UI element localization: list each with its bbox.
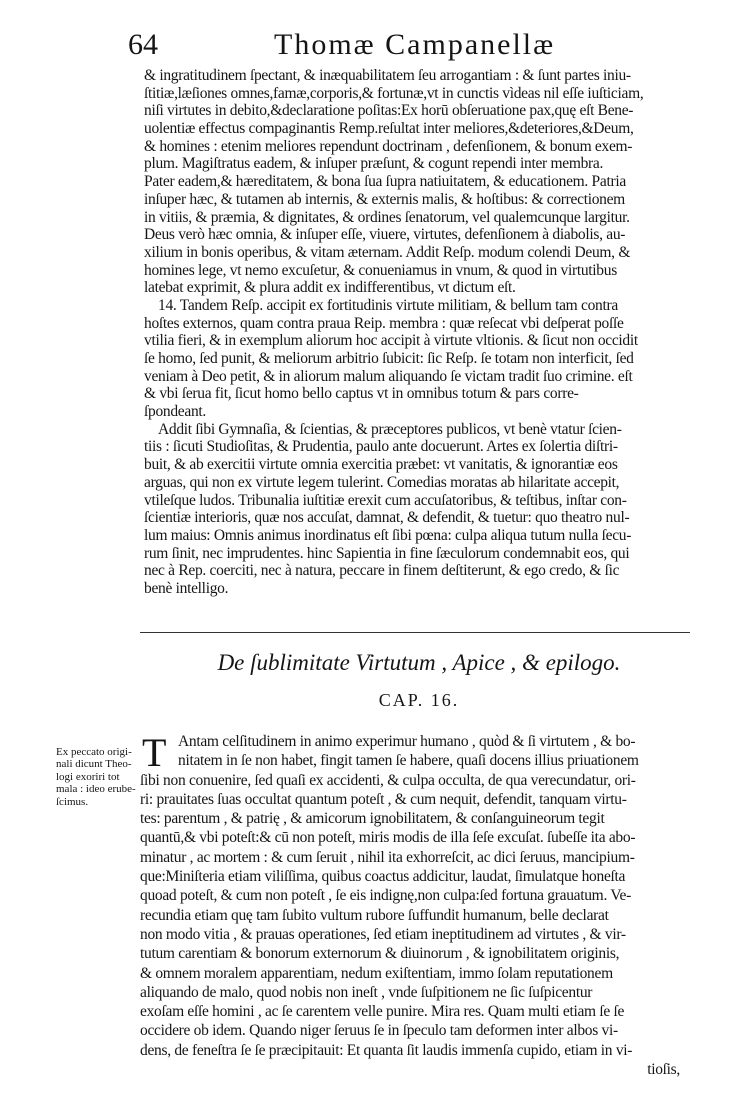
text-line: lum maius: Omnis animus inordinatus eſt ſibi pœna: culpa aliqua tutum nulla ſecu- <box>144 526 632 544</box>
margin-note-line: ſcimus. <box>56 795 89 808</box>
text-line: ſe homo, ſed punit, & meliorum arbitrio ſubicit: ſic Reſp. ſe totam non interficit, ſed <box>144 350 634 367</box>
text-line: vtilia fieri, & in exemplum aliorum hoc accipit à virtute vltionis. & ſicut non occidit <box>144 332 638 350</box>
text-line: xilium in bonis operibus, & vitam æternam. Addit Reſp. modum colendi Deum, & <box>144 243 631 261</box>
text-line: dens, de feneſtra ſe ſe præcipitauit: Et quanta ſit laudis immenſa cupido, etiam in vi- <box>140 1041 633 1059</box>
running-head: Thomæ Campanellæ <box>274 28 556 61</box>
text-line: ſcientiæ interioris, quæ nos accuſat, damnat, & defendit, & tuetur: quo theatro nul- <box>144 509 630 527</box>
text-line: tiis : ſicuti Studioſitas, & Prudentia, paulo ante docuerunt. Artes ex ſolertia diſtri- <box>144 438 618 456</box>
text-line: & omnem moralem apparentiam, nedum exiſtentiam, immo ſolam reputationem <box>140 964 613 982</box>
text-line: homines lege, vt nemo excuſetur, & conueniamus in vnum, & quod in virtutibus <box>144 261 617 279</box>
text-line: tutum carentiam & bonorum externorum & diuinorum , & ignobilitatem originis, <box>140 945 620 963</box>
chapter-body <box>140 732 690 1079</box>
text-line: arguas, qui non ex virtute legem tulerint. Comedias moratas ab hilaritate accepit, <box>144 473 620 491</box>
text-line: quantū,& vbi poteſt:& cū non poteſt, miris modis de illa ſeſe excuſat. ſubeſſe ita abo- <box>140 829 636 847</box>
text-line: & vbi ſerua fit, ſicut homo bello captus vt in omnibus totum & pars corre- <box>144 385 579 403</box>
section-divider <box>140 632 690 633</box>
section-title: De ſublimitate Virtutum , Apice , & epilogo. <box>217 650 621 675</box>
text-line: ri: prauitates ſuas occultat quantum poteſt , & cum nequit, defendit, tanquam virtu- <box>140 790 627 808</box>
text-line: aliquando de malo, quod nobis non ineſt , vnde ſuſpitionem ne ſic ſuſpicentur <box>140 983 593 1001</box>
text-line: nitatem in ſe non habet, fingit tamen ſe habere, quaſi docens illius priuationem <box>178 752 639 770</box>
page-number: 64 <box>128 28 158 61</box>
text-line: uolentiæ effectus compaginantis Remp.reſultat inter meliores,&deteriores,&Deum, <box>144 120 634 138</box>
text-line: in vitiis, & præmia, & dignitates, & ordines ſenatorum, vel qualemcunque largitur. <box>144 208 630 226</box>
margin-note-line: logi exoriri tot <box>56 770 120 783</box>
chapter-label: CAP. 16. <box>378 690 460 710</box>
text-line: Deus verò hæc omnia, & inſuper eſſe, viuere, virtutes, defenſionem à diabolis, au- <box>144 226 626 244</box>
page-header <box>128 28 728 72</box>
body-text <box>144 67 690 598</box>
text-line: 14. Tandem Reſp. accipit ex fortitudinis virtute militiam, & bellum tam contra <box>158 296 618 314</box>
text-line: que:Miniſteria etiam viliſſima, quibus coactus addicitur, laudat, ſimulatque honeſta <box>140 868 626 886</box>
text-line: ſibi non conuenire, ſed quaſi ex accidenti, & culpa occulta, de qua verecundatur, ori- <box>140 771 636 789</box>
text-line: benè intelligo. <box>144 579 229 597</box>
text-line: ſtitiæ,læſiones omnes,famæ,corporis,& fortunæ,vt in cunctis vìdeas nil eſſe iuſticiam, <box>144 84 644 102</box>
text-line: hoſtes externos, quam contra praua Reip. membra : quæ reſecat vbi deſperat poſſe <box>144 314 624 332</box>
text-line: Antam celſitudinem in animo experimur humano , quòd & ſi virtutem , & bo- <box>178 733 636 750</box>
text-line: occidere ob idem. Quando niger ſeruus ſe in ſpeculo tam deformen inter albos vi- <box>140 1022 618 1040</box>
drop-cap: T <box>142 730 167 775</box>
text-line: plum. Magiſtratus eadem, & inſuper præſunt, & cogunt rependi inter membra. <box>144 155 604 173</box>
text-line: non modo vitia , & prauas operationes, ſed etiam ineptitudinem ad virtutes , & vir- <box>140 925 626 943</box>
text-line: minatur , ac mortem : & cum ſeruit , nihil ita exhorreſcit, ac dici ſeruus, mancipium- <box>140 848 635 866</box>
text-line: tes: parentum , & patrię , & amicorum ignobilitatem, & conſanguineorum tegit <box>140 810 605 828</box>
text-line: Pater eadem,& hæreditatem, & bona ſua ſupra natiuitatem, & educationem. Patria <box>144 173 626 191</box>
text-line: latebat exprimit, & plura addit ex indifferentibus, vt dictum eſt. <box>144 279 516 297</box>
text-line: ſpondeant. <box>144 403 206 421</box>
text-line: quoad poteſt, & cum non poteſt , ſe eis indignę,non culpa:ſed fortuna grauatum. Ve- <box>140 887 631 905</box>
text-line: inſuper hæc, & tutamen ab internis, & externis malis, & hoſtibus: & correctionem <box>144 190 625 208</box>
text-line: rum ſinit, nec imprudentes. hinc Sapientia in fine ſæculorum condemnabit eos, qui <box>144 544 630 562</box>
margin-note <box>56 746 136 808</box>
text-line: Addit ſibi Gymnaſia, & ſcientias, & præceptores publicos, vt benè vtatur ſcien- <box>158 420 622 438</box>
text-line: exoſam eſſe homini , ac ſe carentem velle punire. Mira res. Quam multi etiam ſe ſe <box>140 1003 625 1021</box>
text-line: tioſis, <box>647 1061 680 1079</box>
text-line: & ingratitudinem ſpectant, & inæquabilitatem ſeu arrogantiam : & ſunt partes iniu- <box>144 67 631 84</box>
margin-note-line: mala : ideo erube- <box>56 783 136 796</box>
text-line: veniam à Deo petit, & in aliorum malum aliquando ſe victam tradit ſuo crimine. eſt <box>144 367 633 385</box>
text-line: nec à Rep. coerciti, nec à natura, peccare in finem deſtiterunt, & ego credo, & ſic <box>144 562 620 580</box>
margin-note-line: nali dicunt Theo- <box>56 758 132 771</box>
text-line: buit, & ab exercitii virtute omnia exercitia præbet: vt vanitatis, & ignorantiæ eos <box>144 456 618 474</box>
text-line: vtileſque ludos. Tribunalia iuſtitiæ erexit cum accuſatoribus, & teſtibus, inſtar con- <box>144 491 627 509</box>
text-line: & homines : etenim meliores rependunt doctrinam , defenſionem, & bonum exem- <box>144 137 633 155</box>
text-line: recundia etiam quę tam ſubito vultum rubore ſuffundit humanum, belle declarat <box>140 906 609 924</box>
margin-note-line: Ex peccato origi- <box>56 746 132 758</box>
text-line: niſi virtutes in debito,&declaratione poſitas:Ex horū obſeruatione pax,quę eſt Bene- <box>144 102 634 120</box>
